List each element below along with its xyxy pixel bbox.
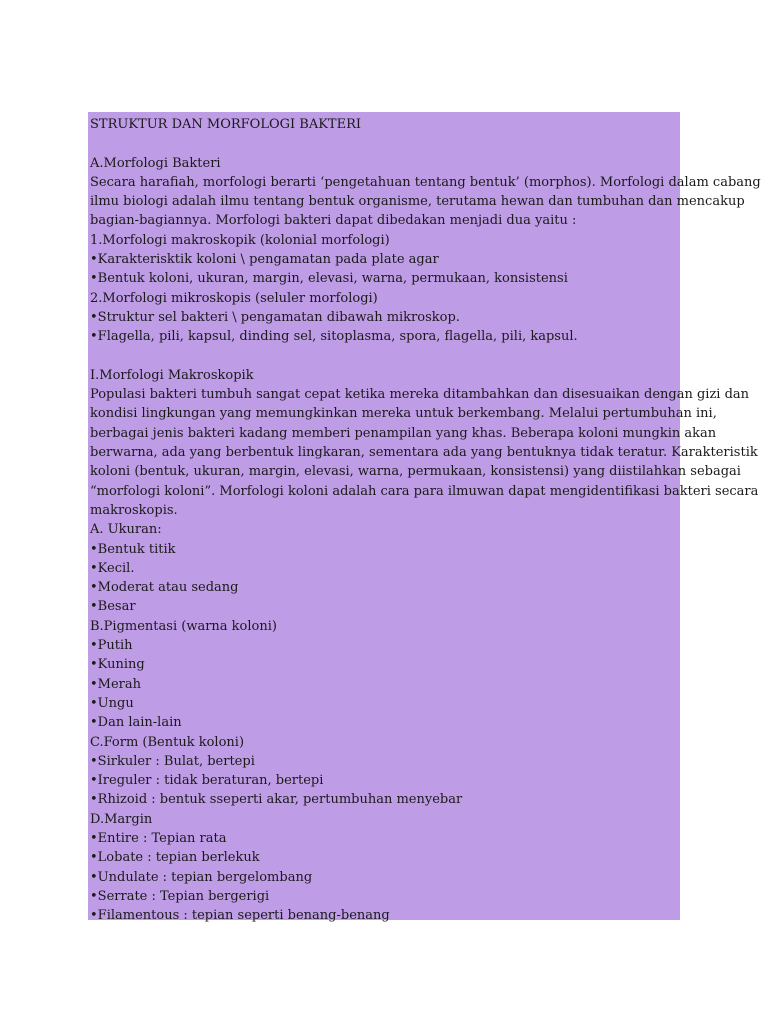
ukuran-item: •Besar <box>90 599 136 615</box>
section-i-paragraph-line: makroskopis. <box>90 502 178 518</box>
margin-item: •Serrate : Tepian bergerigi <box>90 888 270 904</box>
section-i-paragraph-line: “morfologi koloni”. Morfologi koloni adalah cara para ilmuwan dapat mengidentifikasi bakteri secara <box>90 483 759 499</box>
section-i-heading: I.Morfologi Makroskopik <box>90 367 254 383</box>
blank-line <box>90 134 678 153</box>
pigmentasi-item: •Kuning <box>90 657 145 673</box>
form-heading: C.Form (Bentuk koloni) <box>90 734 245 750</box>
ukuran-item: •Bentuk titik <box>90 541 176 557</box>
section-a-item: •Bentuk koloni, ukuran, margin, elevasi, warna, permukaan, konsistensi <box>90 271 568 287</box>
document-title: STRUKTUR DAN MORFOLOGI BAKTERI <box>90 117 362 132</box>
form-item: •Sirkuler : Bulat, bertepi <box>90 753 255 769</box>
section-i-paragraph-line: berwarna, ada yang berbentuk lingkaran, sementara ada yang bentuknya tidak teratur. Karakteristik <box>90 445 758 461</box>
section-a-item: 1.Morfologi makroskopik (kolonial morfologi) <box>90 232 390 248</box>
ukuran-item: •Moderat atau sedang <box>90 580 239 596</box>
pigmentasi-item: •Ungu <box>90 695 134 711</box>
pigmentasi-item: •Merah <box>90 676 142 692</box>
section-i-paragraph-line: koloni (bentuk, ukuran, margin, elevasi, warna, permukaan, konsistensi) yang diistilahkan sebagai <box>90 464 741 480</box>
ukuran-item: •Kecil. <box>90 560 135 576</box>
section-a-heading: A.Morfologi Bakteri <box>90 155 221 171</box>
section-a-item: •Struktur sel bakteri \ pengamatan dibawah mikroskop. <box>90 309 460 325</box>
section-a-item: 2.Morfologi mikroskopis (seluler morfologi) <box>90 290 378 306</box>
margin-item: •Filamentous : tepian seperti benang-benang <box>90 908 390 924</box>
blank-line <box>90 347 678 366</box>
section-a-intro-line: Secara harafiah, morfologi berarti ‘pengetahuan tentang bentuk’ (morphos). Morfologi dalam cabang <box>90 174 761 190</box>
section-i-paragraph-line: Populasi bakteri tumbuh sangat cepat ketika mereka ditambahkan dan disesuaikan dengan gizi dan <box>90 387 750 403</box>
section-i-paragraph-line: kondisi lingkungan yang memungkinkan mereka untuk berkembang. Melalui pertumbuhan ini, <box>90 406 717 422</box>
form-item: •Ireguler : tidak beraturan, bertepi <box>90 773 324 789</box>
pigmentasi-heading: B.Pigmentasi (warna koloni) <box>90 618 277 634</box>
pigmentasi-item: •Dan lain-lain <box>90 715 182 731</box>
section-a-intro-line: ilmu biologi adalah ilmu tentang bentuk organisme, terutama hewan dan tumbuhan dan mencakup <box>90 194 745 210</box>
section-a-intro-line: bagian-bagiannya. Morfologi bakteri dapat dibedakan menjadi dua yaitu : <box>90 213 577 229</box>
margin-heading: D.Margin <box>90 811 153 827</box>
section-a-item: •Flagella, pili, kapsul, dinding sel, sitoplasma, spora, flagella, pili, kapsul. <box>90 329 578 345</box>
highlighted-text-block <box>88 112 761 924</box>
section-i-paragraph-line: berbagai jenis bakteri kadang memberi penampilan yang khas. Beberapa koloni mungkin akan <box>90 425 717 441</box>
form-item: •Rhizoid : bentuk sseperti akar, pertumbuhan menyebar <box>90 792 463 808</box>
margin-item: •Entire : Tepian rata <box>90 830 227 846</box>
margin-item: •Undulate : tepian bergelombang <box>90 869 313 885</box>
margin-item: •Lobate : tepian berlekuk <box>90 850 260 866</box>
section-a-item: •Karakterisktik koloni \ pengamatan pada plate agar <box>90 252 439 268</box>
pigmentasi-item: •Putih <box>90 638 133 654</box>
ukuran-heading: A. Ukuran: <box>90 522 162 538</box>
